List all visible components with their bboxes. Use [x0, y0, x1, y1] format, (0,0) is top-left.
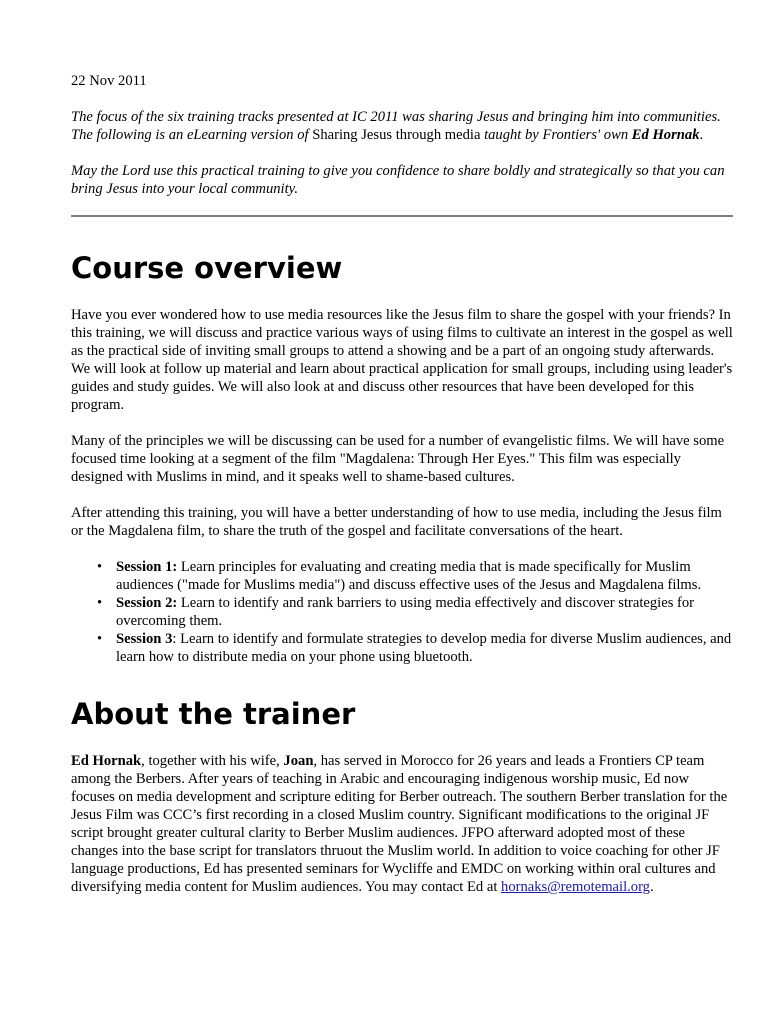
trainer-name: Ed Hornak	[71, 753, 142, 769]
wife-name: Joan	[283, 753, 314, 769]
intro-period: .	[699, 127, 704, 143]
bio-text-2: , has served in Morocco for 26 years and leads a Frontiers CP team among the Berbers. After years of teaching in Arabic and encouraging indigenous worship music, Ed now focuses on media development and scripture editing for Berber outreach. The southern Berber translation for the Jesus Film was CCC’s first recording in a closed Muslim country. Significant modifications to the original JF script brought greater cultural clarity to Berber Muslim audiences. JFPO afterward adopted most of these changes into the base script for translators thruout the Muslim world. In addition to voice coaching for other JF language productions, Ed has presented seminars for Wycliffe and EMDC on working within oral cultures and diversifying media content for Muslim audiences. You may contact Ed at	[71, 753, 728, 895]
list-item	[97, 558, 733, 594]
overview-paragraph-3: After attending this training, you will have a better understanding of how to use media, including the Jesus film or the Magdalena film, to share the truth of the gospel and facilitate conversations of the heart.	[71, 505, 722, 539]
overview-paragraph-2: Many of the principles we will be discussing can be used for a number of evangelistic films. We will have some focused time looking at a segment of the film "Magdalena: Through Her Eyes." This film was especially designed with Muslims in mind, and it speaks well to shame-based cultures.	[71, 433, 725, 485]
document-content	[71, 72, 733, 896]
session-description: : Learn to identify and formulate strategies to develop media for diverse Muslim audiences, and learn how to distribute media on your phone using bluetooth.	[116, 631, 732, 665]
intro-text-a: The focus of the six training tracks presented at IC 2011 was sharing Jesus and bringing him into communities. The following is an eLearning version of	[71, 109, 721, 143]
post-date: 22 Nov 2011	[71, 73, 147, 89]
session-label: Session 3	[116, 631, 173, 647]
session-description: Learn principles for evaluating and creating media that is made specifically for Muslim audiences ("made for Muslims media") and discuss effective uses of the Jesus and Magdalena films.	[116, 559, 702, 593]
course-overview-heading: Course overview	[71, 251, 343, 285]
overview-paragraph-1: Have you ever wondered how to use media resources like the Jesus film to share the gospel with your friends? In this training, we will discuss and practice various ways of using films to cultivate an interest in the gospel as well as the practical side of inviting small groups to attend a showing and be a part of an ongoing study afterwards. We will look at follow up material and learn about practical application for small groups, including using leader's guides and study guides. We will also look at and discuss other resources that have been developed for this program.	[71, 307, 733, 413]
session-description: Learn to identify and rank barriers to using media effectively and discover strategies for overcoming them.	[116, 595, 695, 629]
course-title: Sharing Jesus through media	[312, 127, 481, 143]
list-item	[97, 630, 733, 666]
trainer-name-intro: Ed Hornak	[631, 127, 700, 143]
bio-period: .	[649, 879, 654, 895]
email-link[interactable]: hornaks@remotemail.org	[501, 879, 650, 895]
horizontal-divider	[71, 215, 733, 217]
sessions-list	[71, 558, 733, 666]
about-trainer-heading: About the trainer	[71, 697, 356, 731]
bullet-icon: •	[97, 631, 103, 647]
trainer-bio	[71, 752, 733, 896]
session-label: Session 1:	[116, 559, 178, 575]
list-item	[97, 594, 733, 630]
bio-text-1: , together with his wife,	[141, 753, 284, 769]
intro-paragraph-2: May the Lord use this practical training to give you confidence to share boldly and strategically so that you can bring Jesus into your local community.	[71, 163, 725, 197]
bullet-icon: •	[97, 559, 103, 575]
intro-text-b: taught by Frontiers' own	[480, 127, 632, 143]
session-label: Session 2:	[116, 595, 178, 611]
bullet-icon: •	[97, 595, 103, 611]
intro-paragraph-1	[71, 108, 733, 144]
